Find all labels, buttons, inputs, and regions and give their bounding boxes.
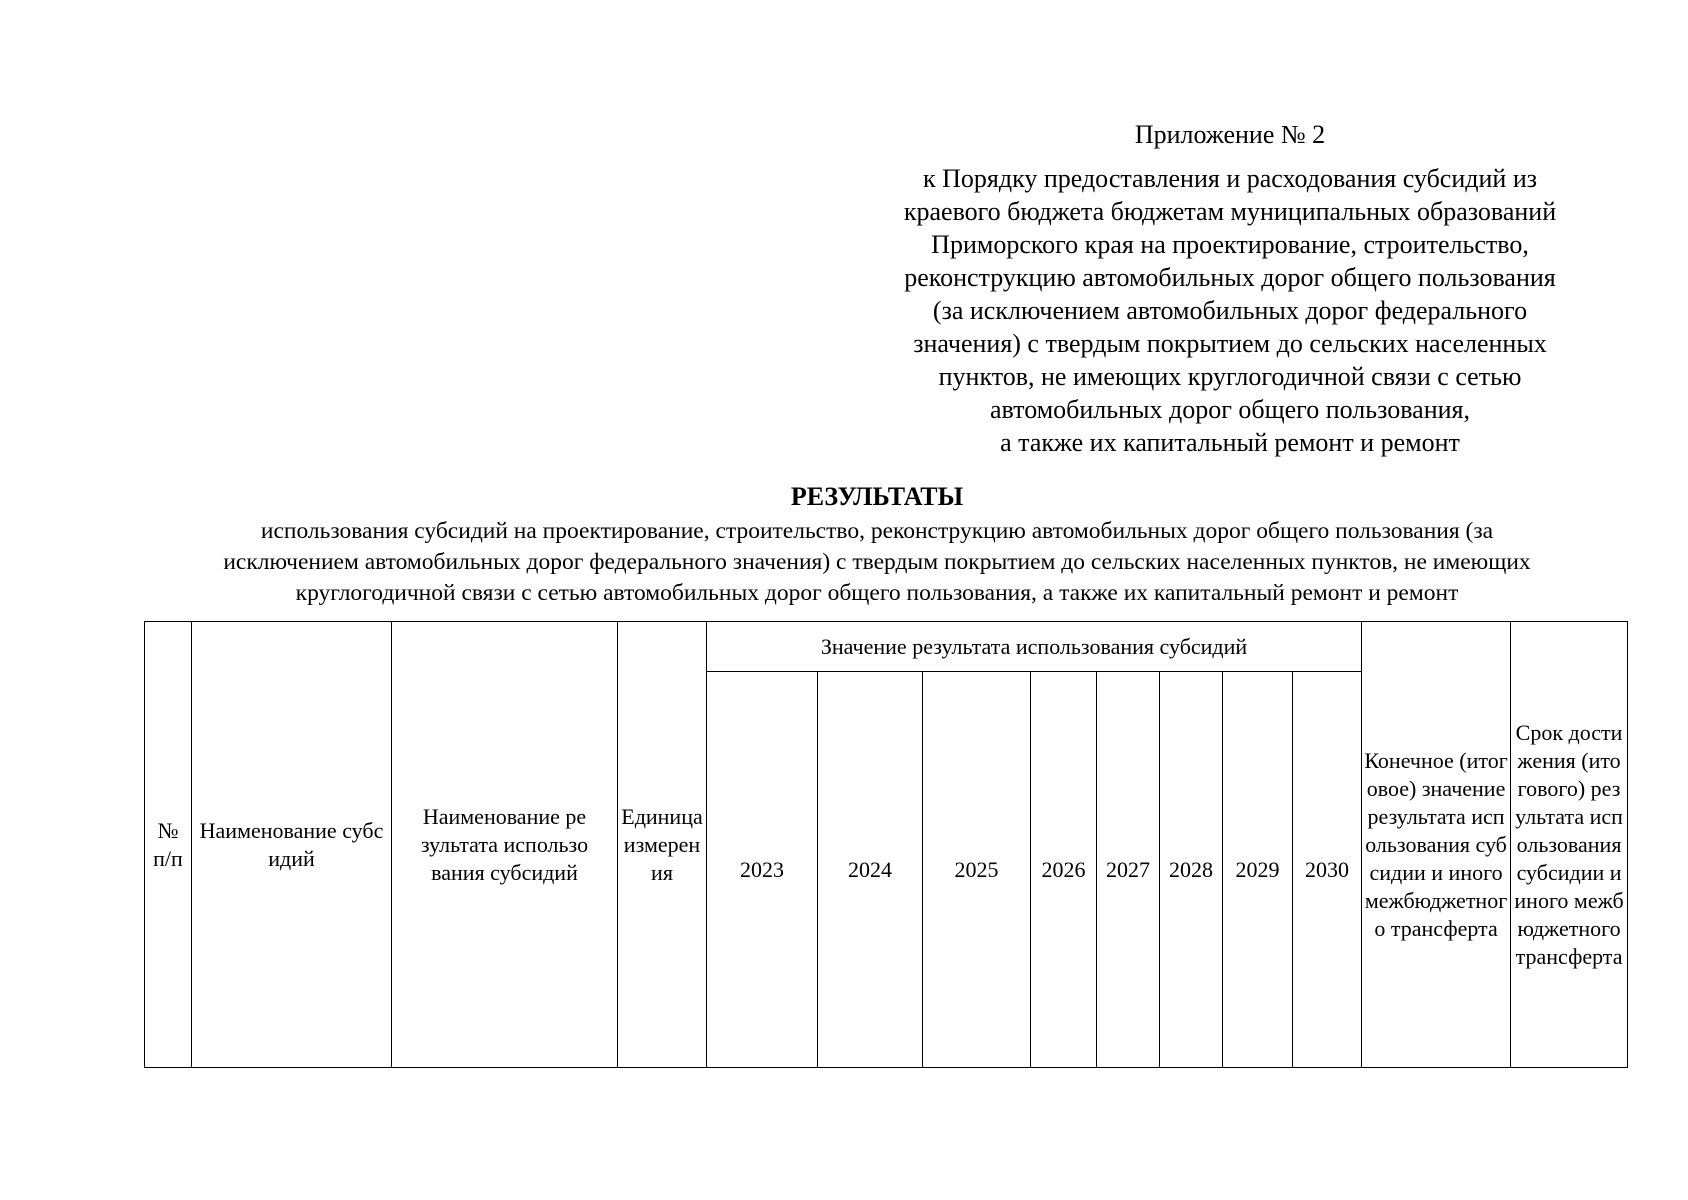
header-year: 2027 — [1097, 672, 1160, 1068]
header-year: 2026 — [1031, 672, 1097, 1068]
header-year: 2028 — [1160, 672, 1223, 1068]
document-title: РЕЗУЛЬТАТЫ — [790, 482, 964, 511]
header-year: 2025 — [923, 672, 1031, 1068]
header-year: 2023 — [707, 672, 818, 1068]
header-year: 2029 — [1223, 672, 1293, 1068]
header-final-value: Конечное (итоговое) значение результата использования субсидии и иного межбюджетного трансферта — [1362, 622, 1511, 1068]
header-result-values: Значение результата использования субсидий — [707, 622, 1362, 672]
appendix-title: Приложение № 2 — [1134, 120, 1326, 149]
header-subsidy-name: Наименование субсидий — [192, 622, 392, 1068]
header-unit: Единица измерения — [618, 622, 707, 1068]
subtitle-line: круглогодичной связи с сетью автомобильных дорог общего пользования, а также их капитальный ремонт и ремонт — [295, 580, 1459, 606]
header-number: № п/п — [145, 622, 192, 1068]
document-subtitle — [120, 516, 1634, 609]
subtitle-line: использования субсидий на проектирование, строительство, реконструкцию автомобильных дорог общего пользования (за — [260, 518, 1494, 544]
subtitle-line: исключением автомобильных дорог федерального значения) с твердым покрытием до сельских населенных пунктов, не имеющих — [223, 549, 1531, 575]
appendix-line: значения) с твердым покрытием до сельских населенных — [913, 329, 1547, 358]
header-year: 2024 — [818, 672, 923, 1068]
appendix-line: автомобильных дорог общего пользования, — [990, 395, 1470, 424]
header-deadline: Срок достижения (итогового) результата использования субсидии и иного межбюджетного трансферта — [1511, 622, 1628, 1068]
appendix-line: к Порядку предоставления и расходования субсидий из — [922, 164, 1538, 193]
appendix-block — [870, 118, 1590, 459]
appendix-line: а также их капитальный ремонт и ремонт — [1000, 428, 1460, 457]
appendix-line: реконструкцию автомобильных дорог общего пользования — [904, 263, 1556, 292]
header-result-name: Наименование результата использования субсидий — [392, 622, 618, 1068]
results-table — [144, 621, 1628, 1068]
header-year: 2030 — [1293, 672, 1362, 1068]
appendix-line: краевого бюджета бюджетам муниципальных образований — [903, 197, 1557, 226]
appendix-line: Приморского края на проектирование, строительство, — [931, 230, 1529, 259]
appendix-line: (за исключением автомобильных дорог федерального — [932, 296, 1528, 325]
appendix-line: пунктов, не имеющих круглогодичной связи с сетью — [938, 362, 1522, 391]
